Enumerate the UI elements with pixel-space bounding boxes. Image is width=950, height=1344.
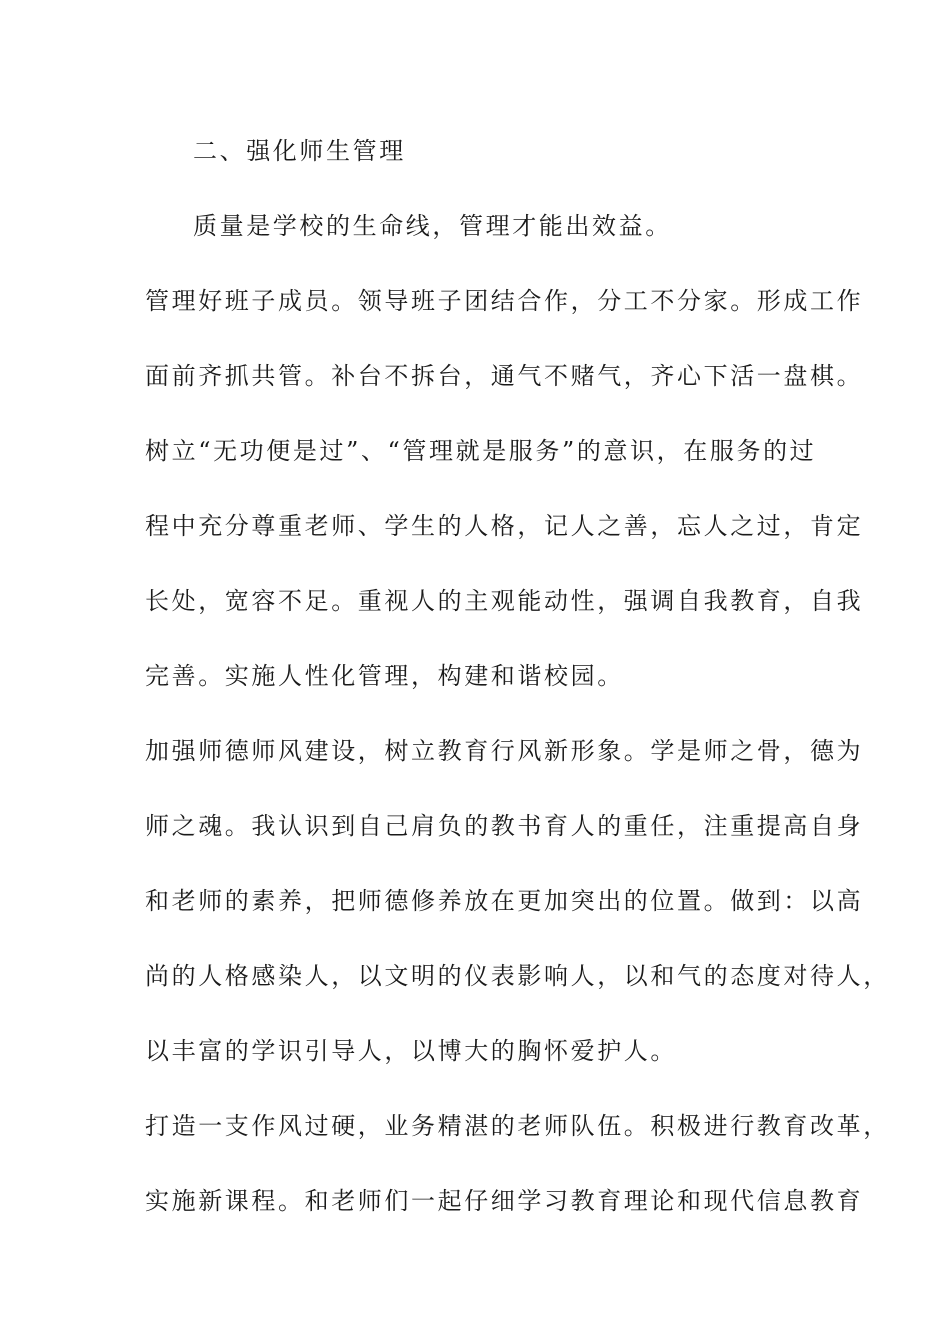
text-line: 程中充分尊重老师、学生的人格，记人之善，忘人之过，肯定 xyxy=(145,512,864,540)
text-line: 尚的人格感染人，以文明的仪表影响人，以和气的态度对待人， xyxy=(145,962,890,990)
text-line: 完善。实施人性化管理，构建和谐校园。 xyxy=(145,662,624,690)
text-line: 长处，宽容不足。重视人的主观能动性，强调自我教育，自我 xyxy=(145,587,864,615)
text-line: 质量是学校的生命线，管理才能出效益。 xyxy=(193,212,672,240)
text-line: 师之魂。我认识到自己肩负的教书育人的重任，注重提高自身 xyxy=(145,812,864,840)
text-line: 以丰富的学识引导人，以博大的胸怀爱护人。 xyxy=(145,1037,677,1065)
text-line: 面前齐抓共管。补台不拆台，通气不赌气，齐心下活一盘棋。 xyxy=(145,362,864,390)
text-line: 树立“无功便是过”、“管理就是服务”的意识，在服务的过 xyxy=(145,437,817,465)
text-line: 和老师的素养，把师德修养放在更加突出的位置。做到：以高 xyxy=(145,887,864,915)
text-line: 实施新课程。和老师们一起仔细学习教育理论和现代信息教育 xyxy=(145,1187,864,1215)
text-line: 管理好班子成员。领导班子团结合作，分工不分家。形成工作 xyxy=(145,287,864,315)
section-heading: 二、强化师生管理 xyxy=(193,137,406,165)
text-line: 打造一支作风过硬，业务精湛的老师队伍。积极进行教育改革， xyxy=(145,1112,890,1140)
text-line: 加强师德师风建设，树立教育行风新形象。学是师之骨，德为 xyxy=(145,737,864,765)
